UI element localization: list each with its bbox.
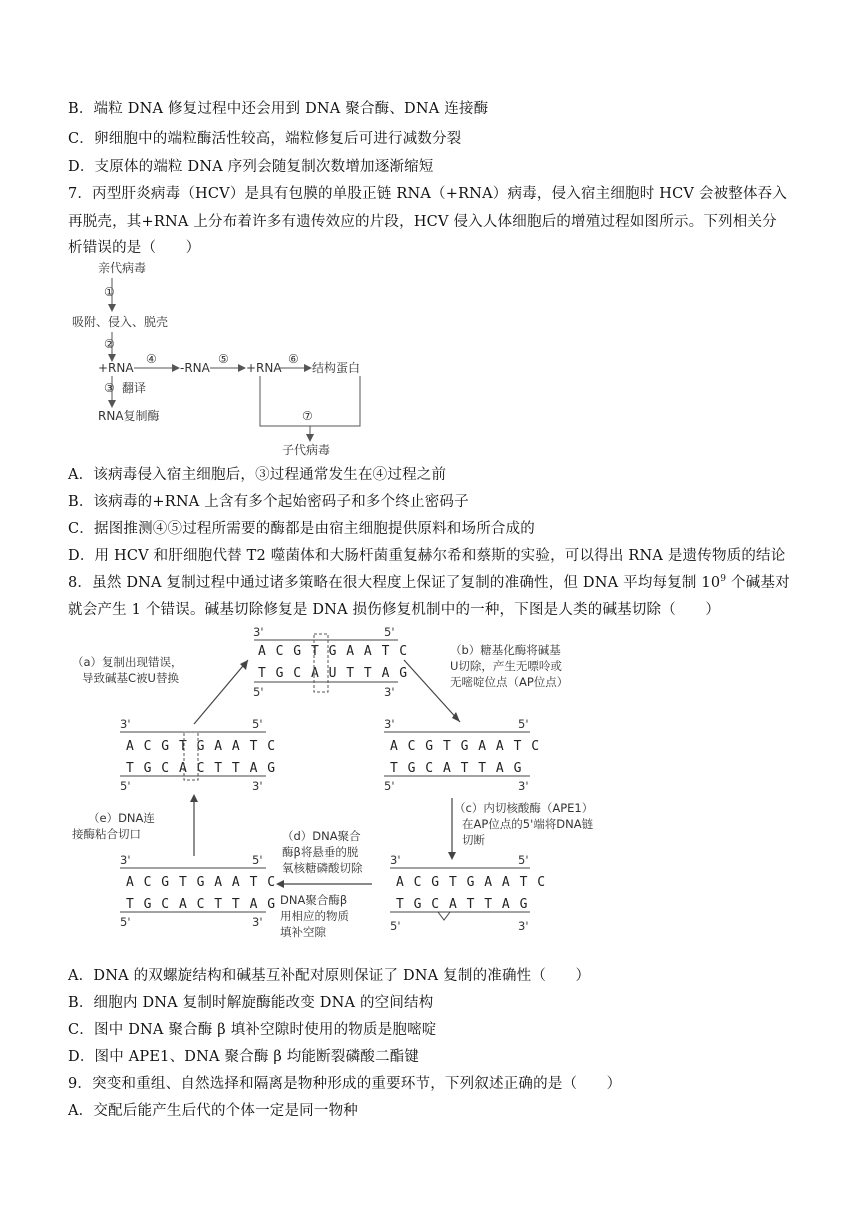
- minus-rna-label: -RNA: [180, 361, 210, 375]
- svg-text:5': 5': [253, 685, 264, 699]
- translation-label: 翻译: [122, 381, 147, 395]
- option-d-line: D．支原体的端粒 DNA 序列会随复制次数增加逐渐缩短: [68, 159, 434, 175]
- svg-text:3': 3': [253, 625, 264, 639]
- base-excision-repair-diagram: [68, 620, 658, 960]
- step-d-label-5: 用相应的物质: [280, 909, 349, 923]
- step-3-label: ③: [104, 381, 115, 395]
- step-e-label-2: 接酶粘合切口: [72, 827, 141, 841]
- q7-option-c: C．据图推测④⑤过程所需要的酶都是由宿主细胞提供原料和场所合成的: [68, 521, 535, 537]
- hcv-proliferation-diagram: [72, 258, 376, 458]
- svg-text:3': 3': [390, 853, 401, 867]
- q8-option-a: A．DNA 的双螺旋结构和碱基互补配对原则保证了 DNA 复制的准确性（ ）: [68, 968, 591, 984]
- step-d-label-2: 酶β将悬垂的脱: [282, 845, 359, 859]
- step-4-label: ④: [146, 352, 157, 366]
- question-7-stem-1: 7．丙型肝炎病毒（HCV）是具有包膜的单股正链 RNA（+RNA）病毒，侵入宿主细胞时 HCV 会被整体吞入: [68, 186, 788, 202]
- question-9-stem: 9．突变和重组、自然选择和隔离是物种形成的重要环节，下列叙述正确的是（ ）: [68, 1076, 622, 1092]
- top-seq-lower: T G C A U T T A G: [258, 666, 409, 681]
- svg-text:3': 3': [384, 717, 395, 731]
- step-b-label-1: （b）糖基化酶将碱基: [450, 643, 561, 657]
- svg-text:5': 5': [390, 919, 401, 933]
- step-1-label: ①: [104, 285, 115, 299]
- step-7-label: ⑦: [302, 409, 313, 423]
- right-seq-upper: A C G T G A A T C: [390, 739, 541, 754]
- svg-text:3': 3': [120, 853, 131, 867]
- q9-option-a: A．交配后能产生后代的个体一定是同一物种: [68, 1103, 358, 1119]
- rna-replicase-label: RNA复制酶: [98, 409, 160, 423]
- question-8-stem-2: 就会产生 1 个错误。碱基切除修复是 DNA 损伤修复机制中的一种，下图是人类的碱基切除（ ）: [68, 602, 721, 618]
- q7-option-d: D．用 HCV 和肝细胞代替 T2 噬菌体和大肠杆菌重复赫尔希和蔡斯的实验，可以得出 RNA 是遗传物质的结论: [68, 548, 786, 564]
- svg-text:3': 3': [518, 919, 529, 933]
- top-seq-upper: A C G T G A A T C: [258, 644, 409, 659]
- svg-text:5': 5': [518, 853, 529, 867]
- parent-virus-label: 亲代病毒: [98, 261, 147, 275]
- left-seq-upper: A C G T G A A T C: [126, 739, 277, 754]
- svg-text:3': 3': [252, 779, 263, 793]
- step-b-label-3: 无嘧啶位点（AP位点）: [450, 675, 569, 689]
- bottom-left-seq-upper: A C G T G A A T C: [126, 875, 277, 890]
- q8-option-c: C．图中 DNA 聚合酶 β 填补空隙时使用的物质是胞嘧啶: [68, 1022, 437, 1038]
- svg-text:3': 3': [518, 779, 529, 793]
- q7-option-b: B．该病毒的+RNA 上含有多个起始密码子和多个终止密码子: [68, 494, 469, 510]
- question-8-stem-1: 8．虽然 DNA 复制过程中通过诸多策略在很大程度上保证了复制的准确性，但 DNA 平均每复制 $10^9$ 个碱基对: [68, 574, 790, 591]
- option-b-line: B．端粒 DNA 修复过程中还会用到 DNA 聚合酶、DNA 连接酶: [68, 101, 489, 117]
- plus-rna-2-label: +RNA: [246, 361, 282, 375]
- step-c-label-2: 在AP位点的5'端将DNA链: [462, 817, 594, 831]
- right-seq-lower: T G C A T T A G: [390, 761, 523, 776]
- offspring-virus-label: 子代病毒: [282, 443, 331, 457]
- step-d-label-1: （d）DNA聚合: [282, 829, 361, 843]
- svg-text:5': 5': [252, 853, 263, 867]
- q8-option-d: D．图中 APE1、DNA 聚合酶 β 均能断裂磷酸二酯键: [68, 1049, 420, 1065]
- svg-text:5': 5': [120, 915, 131, 929]
- option-c-line: C．卵细胞中的端粒酶活性较高，端粒修复后可进行减数分裂: [68, 131, 462, 147]
- step-b-label-2: U切除，产生无嘌呤或: [450, 659, 562, 673]
- svg-text:5': 5': [120, 779, 131, 793]
- question-7-stem-3: 析错误的是（ ）: [68, 240, 201, 256]
- svg-text:5': 5': [518, 717, 529, 731]
- step-d-label-4: DNA聚合酶β: [280, 893, 348, 907]
- structural-protein-label: 结构蛋白: [312, 361, 361, 375]
- question-7-stem-2: 再脱壳，其+RNA 上分布着许多有遗传效应的片段，HCV 侵入人体细胞后的增殖过程如图所示。下列相关分: [68, 214, 777, 230]
- svg-text:5': 5': [252, 717, 263, 731]
- left-seq-lower: T G C A C T T A G: [126, 761, 277, 776]
- svg-text:3': 3': [384, 685, 395, 699]
- step-6-label: ⑥: [288, 352, 299, 366]
- plus-rna-label: +RNA: [98, 361, 134, 375]
- step-5-label: ⑤: [218, 352, 229, 366]
- bottom-right-seq-upper: A C G T G A A T C: [396, 875, 547, 890]
- step-a-label-2: 导致碱基C被U替换: [82, 671, 179, 685]
- step-d-label-3: 氧核糖磷酸切除: [282, 861, 363, 875]
- step-2-label: ②: [104, 337, 115, 351]
- step-e-label-1: （e）DNA连: [88, 811, 155, 825]
- adsorb-invade-uncoat-label: 吸附、侵入、脱壳: [72, 315, 169, 329]
- q7-option-a: A．该病毒侵入宿主细胞后，③过程通常发生在④过程之前: [68, 467, 447, 483]
- svg-text:5': 5': [384, 625, 395, 639]
- bottom-right-seq-lower: T G C A T T A G: [396, 897, 529, 912]
- svg-text:5': 5': [384, 779, 395, 793]
- q8-option-b: B．细胞内 DNA 复制时解旋酶能改变 DNA 的空间结构: [68, 995, 434, 1011]
- bottom-left-seq-lower: T G C A C T T A G: [126, 897, 277, 912]
- step-c-label-3: 切断: [462, 833, 485, 847]
- step-a-label-1: （a）复制出现错误，: [72, 655, 183, 669]
- step-c-label-1: （c）内切核酸酶（APE1）: [454, 801, 594, 815]
- svg-text:3': 3': [252, 915, 263, 929]
- svg-text:3': 3': [120, 717, 131, 731]
- step-d-label-6: 填补空隙: [280, 925, 326, 939]
